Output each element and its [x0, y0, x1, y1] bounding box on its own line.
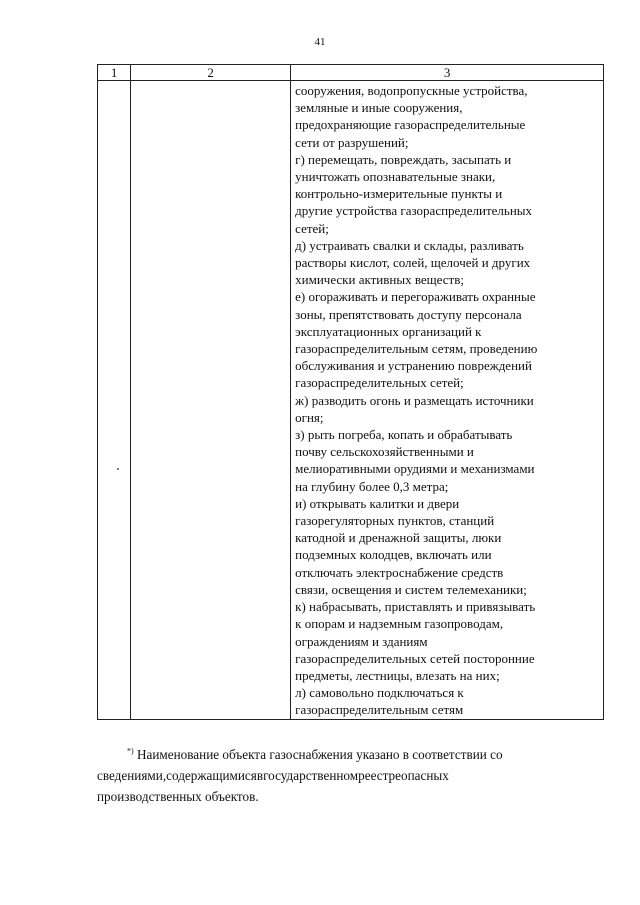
text-line: газораспределительным сетям, проведению [295, 341, 538, 357]
text-line: контрольно-измерительные пункты и [295, 186, 503, 202]
text-line: предохраняющие газораспределительные [295, 117, 526, 133]
text-line: обслуживания и устранению повреждений [295, 358, 532, 374]
text-line: огня; [295, 409, 324, 425]
footnote-word: реестре [358, 768, 401, 783]
text-line: газорегуляторных пунктов, станций [295, 513, 495, 529]
footnote-line-1 [97, 744, 604, 765]
page-number: 41 [314, 36, 326, 48]
text-line: на глубину более 0,3 метра; [295, 478, 449, 494]
requirements-table [97, 64, 604, 720]
text-line: е) огораживать и перегораживать охранные [295, 289, 536, 305]
footnote-word: сведениями, [97, 768, 167, 783]
scan-speck [117, 468, 119, 470]
text-line: д) устраивать свалки и склады, разливать [295, 237, 524, 253]
table-cell-prohibitions [291, 81, 604, 720]
table-cell-col-1 [98, 81, 131, 720]
text-line: л) самовольно подключаться к [295, 685, 464, 701]
footnote-line-3: производственных объектов. [97, 789, 259, 804]
text-line: сетей; [295, 220, 329, 236]
text-line: другие устройства газораспределительных [295, 203, 533, 219]
text-line: сооружения, водопропускные устройства, [295, 83, 528, 98]
footnote-text-1: Наименование объекта газоснабжения указано в соответствии со [136, 747, 503, 762]
table-cell-col-2 [131, 81, 291, 720]
text-line: сети от разрушений; [295, 134, 409, 150]
footnote-word: государственном [263, 768, 359, 783]
header-col-1: 1 [98, 65, 131, 81]
text-line: почву сельскохозяйственными и [295, 444, 474, 460]
text-line: зоны, препятствовать доступу персонала [295, 306, 522, 322]
table-row [98, 81, 604, 720]
text-line: химически активных веществ; [295, 272, 464, 288]
text-line: газораспределительных сетей; [295, 375, 464, 391]
footnote-word: содержащимися [166, 768, 257, 783]
text-line: газораспределительным сетям [295, 702, 464, 718]
text-line: эксплуатационных организаций к [295, 323, 482, 339]
text-line: г) перемещать, повреждать, засыпать и [295, 151, 512, 167]
text-line: ограждениям и зданиям [295, 633, 428, 649]
text-line: связи, освещения и систем телемеханики; [295, 581, 527, 597]
text-line: уничтожать опознавательные знаки, [295, 169, 496, 185]
header-col-3: 3 [291, 65, 604, 81]
header-col-2: 2 [131, 65, 291, 81]
text-line: мелиоративными орудиями и механизмами [295, 461, 535, 477]
text-line: отключать электроснабжение средств [295, 564, 504, 580]
text-line: земляные и иные сооружения, [295, 100, 463, 116]
text-line: к) набрасывать, приставлять и привязывать [295, 599, 536, 615]
text-line: предметы, лестницы, влезать на них; [295, 667, 500, 683]
text-line: и) открывать калитки и двери [295, 495, 460, 511]
table-header-row [98, 65, 604, 81]
footnote-word: опасных [400, 768, 449, 783]
footnote-mark: *) [127, 746, 134, 756]
text-line: катодной и дренажной защиты, люки [295, 530, 502, 546]
text-line: к опорам и надземным газопроводам, [295, 616, 504, 632]
text-line: подземных колодцев, включать или [295, 547, 492, 563]
footnote [97, 744, 604, 807]
text-line: газораспределительных сетей посторонние [295, 650, 535, 666]
text-line: ж) разводить огонь и размещать источники [295, 392, 534, 408]
text-line: растворы кислот, солей, щелочей и других [295, 255, 531, 271]
footnote-word: в [256, 768, 264, 783]
footnote-line-2 [97, 765, 604, 786]
text-line: з) рыть погреба, копать и обрабатывать [295, 427, 513, 443]
